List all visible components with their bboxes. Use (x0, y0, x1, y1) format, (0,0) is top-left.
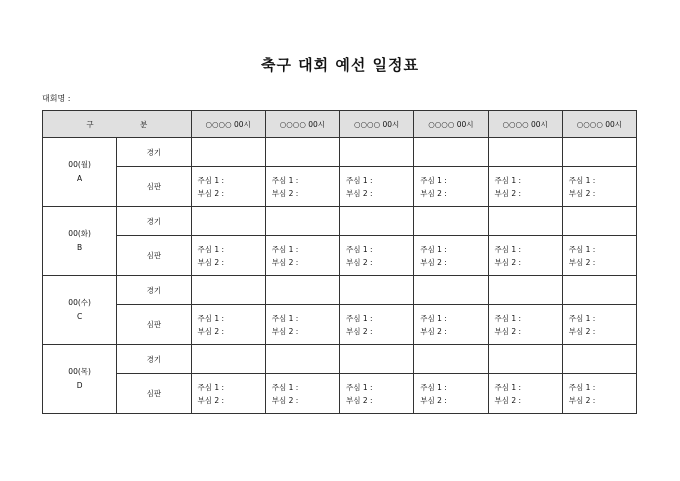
day-cell (43, 138, 117, 207)
header-row (43, 111, 637, 138)
main-referee-line: 주심 1 : (420, 175, 447, 185)
assistant-referee-line: 부심 2 : (494, 326, 522, 336)
main-referee-line: 주심 1 : (420, 244, 447, 254)
assistant-referee-line: 부심 2 : (197, 326, 225, 336)
referee-cell[interactable] (191, 236, 265, 276)
assistant-referee-line: 부심 2 : (197, 257, 225, 267)
game-cell[interactable] (562, 276, 636, 305)
game-cell[interactable] (265, 276, 339, 305)
time-header: ○○○○ 00시 (265, 111, 339, 138)
assistant-referee-line: 부심 2 : (420, 188, 447, 198)
referee-label: 심판 (117, 374, 191, 414)
referee-cell[interactable] (562, 305, 636, 345)
main-referee-line: 주심 1 : (568, 244, 596, 254)
assistant-referee-line: 부심 2 : (271, 257, 299, 267)
referee-cell[interactable] (265, 305, 339, 345)
game-row (43, 138, 637, 167)
assistant-referee-line: 부심 2 : (346, 395, 373, 405)
referee-cell[interactable] (191, 374, 265, 414)
referee-cell[interactable] (265, 236, 339, 276)
schedule-table (42, 110, 637, 414)
day-cell (43, 345, 117, 414)
day-label: 00(수) (68, 298, 91, 307)
referee-cell[interactable] (562, 374, 636, 414)
game-label: 경기 (117, 207, 191, 236)
game-cell[interactable] (340, 207, 414, 236)
referee-cell[interactable] (562, 167, 636, 207)
main-referee-line: 주심 1 : (568, 175, 596, 185)
referee-cell[interactable] (414, 167, 488, 207)
game-cell[interactable] (191, 207, 265, 236)
main-referee-line: 주심 1 : (271, 244, 299, 254)
referee-cell[interactable] (265, 374, 339, 414)
time-header: ○○○○ 00시 (562, 111, 636, 138)
time-header: ○○○○ 00시 (340, 111, 414, 138)
assistant-referee-line: 부심 2 : (568, 326, 596, 336)
game-cell[interactable] (191, 276, 265, 305)
game-row (43, 207, 637, 236)
game-cell[interactable] (340, 276, 414, 305)
game-row (43, 345, 637, 374)
time-header: ○○○○ 00시 (414, 111, 488, 138)
referee-cell[interactable] (414, 374, 488, 414)
day-label: 00(목) (68, 367, 91, 376)
main-referee-line: 주심 1 : (197, 313, 225, 323)
referee-cell[interactable] (488, 374, 562, 414)
referee-cell[interactable] (414, 236, 488, 276)
referee-label: 심판 (117, 305, 191, 345)
group-label: C (77, 312, 83, 321)
referee-cell[interactable] (488, 236, 562, 276)
game-cell[interactable] (414, 207, 488, 236)
game-cell[interactable] (488, 345, 562, 374)
assistant-referee-line: 부심 2 : (568, 395, 596, 405)
competition-name-label: 대회명 : (42, 94, 71, 103)
game-cell[interactable] (265, 138, 339, 167)
referee-cell[interactable] (488, 167, 562, 207)
referee-cell[interactable] (414, 305, 488, 345)
referee-label: 심판 (117, 236, 191, 276)
referee-row (43, 167, 637, 207)
day-label: 00(월) (68, 160, 91, 169)
game-cell[interactable] (414, 138, 488, 167)
main-referee-line: 주심 1 : (346, 175, 373, 185)
main-referee-line: 주심 1 : (494, 313, 522, 323)
game-cell[interactable] (340, 138, 414, 167)
main-referee-line: 주심 1 : (197, 175, 225, 185)
assistant-referee-line: 부심 2 : (420, 326, 447, 336)
referee-cell[interactable] (340, 167, 414, 207)
main-referee-line: 주심 1 : (197, 244, 225, 254)
group-label: D (76, 381, 83, 390)
main-referee-line: 주심 1 : (346, 382, 373, 392)
game-cell[interactable] (265, 207, 339, 236)
assistant-referee-line: 부심 2 : (271, 326, 299, 336)
main-referee-line: 주심 1 : (346, 313, 373, 323)
assistant-referee-line: 부심 2 : (197, 188, 225, 198)
page-title: 축구 대회 예선 일정표 (260, 56, 420, 74)
day-cell (43, 207, 117, 276)
main-referee-line: 주심 1 : (568, 382, 596, 392)
game-cell[interactable] (488, 276, 562, 305)
game-label: 경기 (117, 276, 191, 305)
assistant-referee-line: 부심 2 : (494, 188, 522, 198)
game-cell[interactable] (562, 138, 636, 167)
time-header: ○○○○ 00시 (191, 111, 265, 138)
game-cell[interactable] (265, 345, 339, 374)
game-cell[interactable] (562, 345, 636, 374)
main-referee-line: 주심 1 : (346, 244, 373, 254)
assistant-referee-line: 부심 2 : (271, 188, 299, 198)
assistant-referee-line: 부심 2 : (346, 326, 373, 336)
main-referee-line: 주심 1 : (197, 382, 225, 392)
group-label: A (77, 174, 83, 183)
game-cell[interactable] (191, 345, 265, 374)
game-row (43, 276, 637, 305)
referee-row (43, 236, 637, 276)
referee-row (43, 374, 637, 414)
referee-cell[interactable] (340, 374, 414, 414)
game-cell[interactable] (562, 207, 636, 236)
assistant-referee-line: 부심 2 : (197, 395, 225, 405)
game-cell[interactable] (191, 138, 265, 167)
referee-cell[interactable] (340, 236, 414, 276)
main-referee-line: 주심 1 : (420, 313, 447, 323)
game-label: 경기 (117, 138, 191, 167)
main-referee-line: 주심 1 : (494, 244, 522, 254)
day-cell (43, 276, 117, 345)
main-referee-line: 주심 1 : (271, 175, 299, 185)
main-referee-line: 주심 1 : (271, 313, 299, 323)
referee-cell[interactable] (191, 167, 265, 207)
assistant-referee-line: 부심 2 : (420, 395, 447, 405)
assistant-referee-line: 부심 2 : (568, 257, 596, 267)
game-cell[interactable] (414, 276, 488, 305)
day-label: 00(화) (68, 229, 91, 238)
referee-row (43, 305, 637, 345)
referee-cell[interactable] (265, 167, 339, 207)
referee-cell[interactable] (562, 236, 636, 276)
referee-cell[interactable] (340, 305, 414, 345)
referee-label: 심판 (117, 167, 191, 207)
referee-cell[interactable] (191, 305, 265, 345)
assistant-referee-line: 부심 2 : (420, 257, 447, 267)
game-label: 경기 (117, 345, 191, 374)
main-referee-line: 주심 1 : (271, 382, 299, 392)
time-header: ○○○○ 00시 (488, 111, 562, 138)
game-cell[interactable] (340, 345, 414, 374)
group-label: B (77, 243, 83, 252)
assistant-referee-line: 부심 2 : (568, 188, 596, 198)
assistant-referee-line: 부심 2 : (271, 395, 299, 405)
game-cell[interactable] (414, 345, 488, 374)
main-referee-line: 주심 1 : (420, 382, 447, 392)
game-cell[interactable] (488, 138, 562, 167)
assistant-referee-line: 부심 2 : (346, 257, 373, 267)
referee-cell[interactable] (488, 305, 562, 345)
assistant-referee-line: 부심 2 : (494, 395, 522, 405)
assistant-referee-line: 부심 2 : (494, 257, 522, 267)
gubun-header: 구 분 (43, 111, 192, 138)
assistant-referee-line: 부심 2 : (346, 188, 373, 198)
main-referee-line: 주심 1 : (494, 175, 522, 185)
main-referee-line: 주심 1 : (494, 382, 522, 392)
main-referee-line: 주심 1 : (568, 313, 596, 323)
game-cell[interactable] (488, 207, 562, 236)
